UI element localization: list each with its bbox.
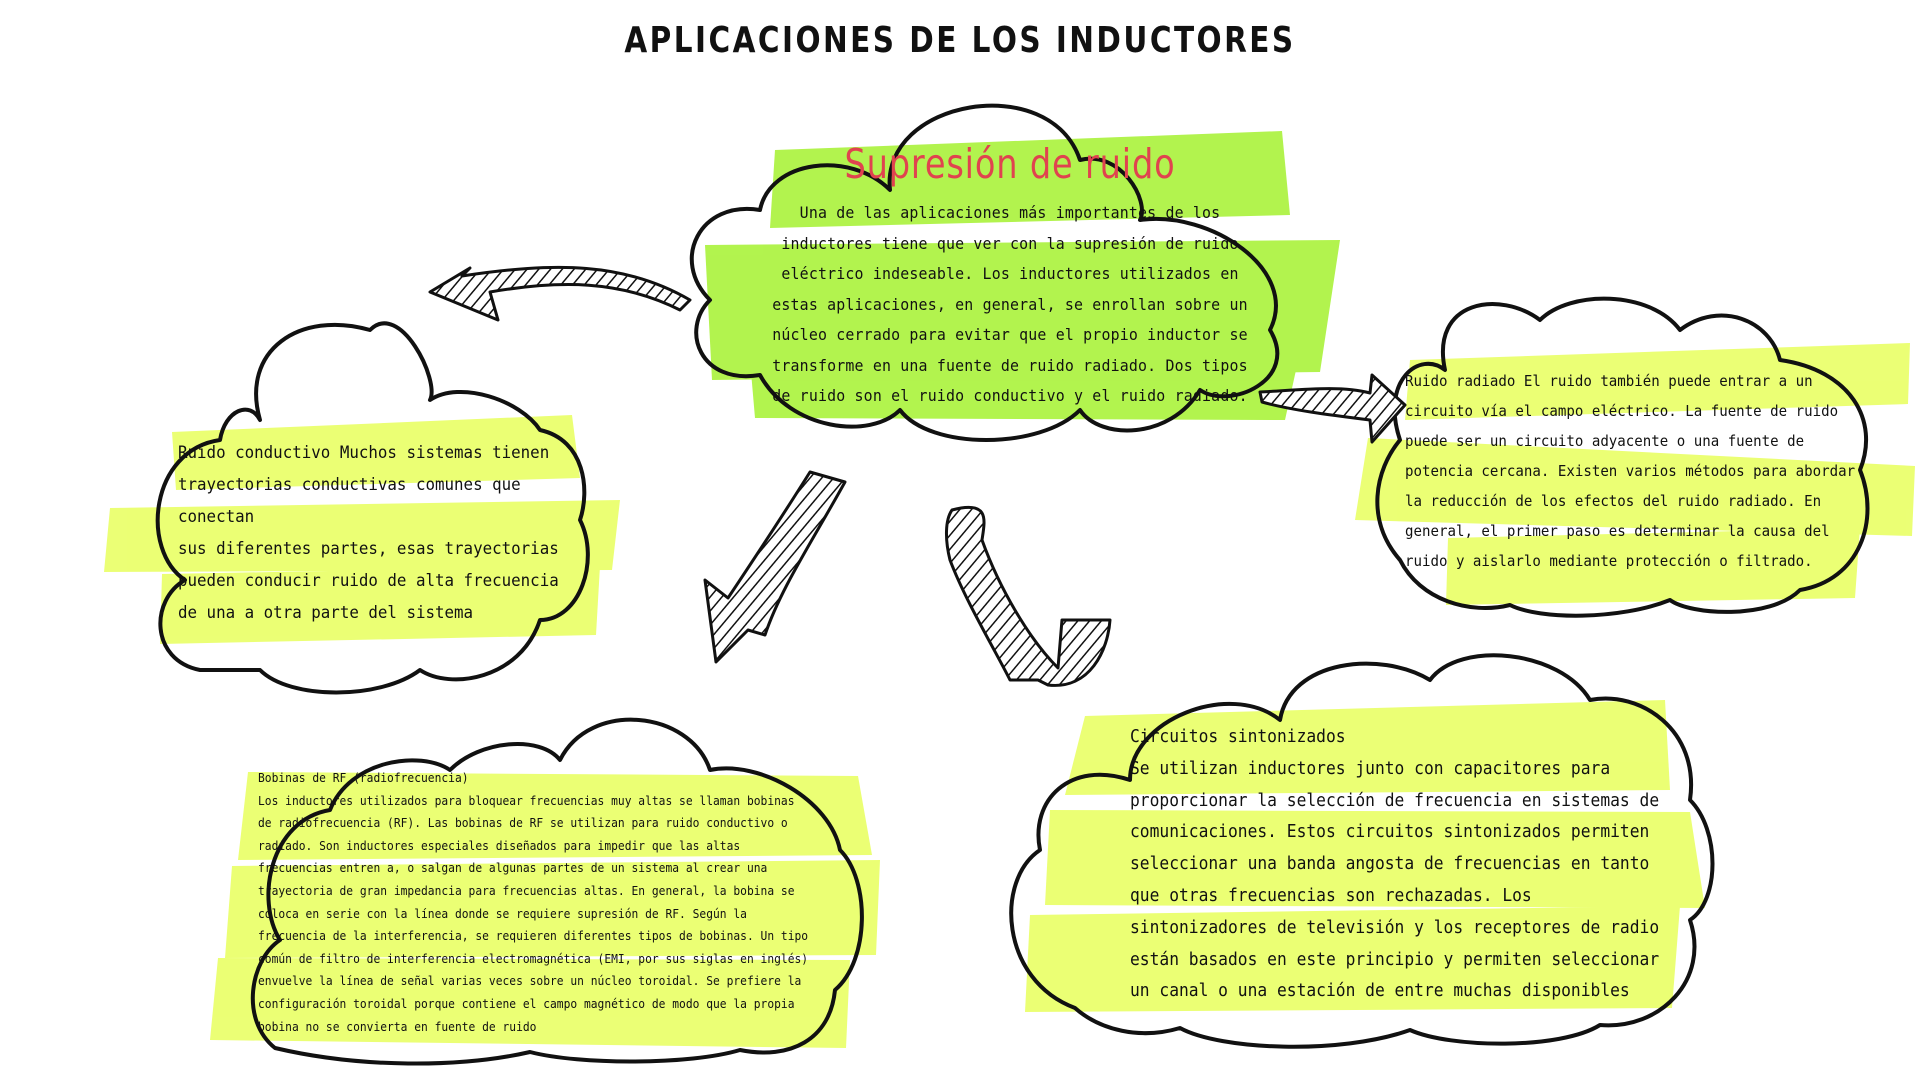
bottom-left-block-text — [258, 767, 813, 1038]
bottom-right-block-text — [1130, 722, 1660, 1008]
bottom-left-body: Los inductores utilizados para bloquear frecuencias muy altas se llaman bobinas de radiofrecuencia (RF). Las bobinas de RF se utilizan para ruido conductivo o radiado. Son inductores especiales diseñados para impedir que las altas frecuencias entren a, o salgan de algunas partes de un sistema al crear una trayectoria de gran impedancia para frecuencias altas. En general, la bobina se coloca en serie con la línea donde se requiere supresión de RF. Según la frecuencia de la interferencia, se requieren diferentes tipos de bobinas. Un tipo común de filtro de interferencia electromagnética (EMI, por sus siglas en inglés) envuelve la línea de señal varias veces sobre un núcleo toroidal. Se prefiere la configuración toroidal porque contiene el campo magnético de modo que la propia bobina no se convierta en fuente de ruido — [258, 793, 809, 1034]
arrow-to-left-cloud — [430, 267, 690, 320]
right-block-text: Ruido radiado El ruido también puede entrar a un circuito vía el campo eléctrico. La fuente de ruido puede ser un circuito adyacente o una fuente de potencia cercana. Existen varios métodos para abordar la reducción de los efectos del ruido radiado. En general, el primer paso es determinar la causa del ruido y aislarlo mediante protección o filtrado. — [1405, 372, 1856, 570]
left-block-text — [178, 437, 587, 629]
center-body-text: Una de las aplicaciones más importantes de los inductores tiene que ver con la supresión de ruido eléctrico indeseable. Los inductores utilizados en estas aplicaciones, en general, se enrollan sobre un núcleo cerrado para evitar que el propio inductor se transforme en una fuente de ruido radiado. Dos tipos de ruido son el ruido conductivo y el ruido radiado. — [772, 203, 1248, 405]
bottom-right-body: Se utilizan inductores junto con capacitores para proporcionar la selección de frecuencia en sistemas de comunicaciones. Estos circuitos sintonizados permiten seleccionar una banda angosta de frecuencias en tanto que otras frecuencias son rechazadas. Los sintonizadores de televisión y los receptores de radio están basados en este principio y permiten seleccionar un canal o una estación de entre muchas disponibles — [1130, 758, 1660, 1002]
left-text-line-2: sus diferentes partes, esas trayectorias pueden conducir ruido de alta frecuencia de una a otra parte del sistema — [178, 539, 559, 623]
page-title: APLICACIONES DE LOS INDUCTORES — [624, 20, 1296, 61]
bottom-left-heading: Bobinas de RF (radiofrecuencia) — [258, 771, 469, 785]
arrow-to-bottom-right-cloud — [946, 507, 1110, 685]
left-text-line-1: Ruido conductivo Muchos sistemas tienen trayectorias conductivas comunes que conectan — [178, 443, 550, 527]
bottom-right-heading: Circuitos sintonizados — [1130, 727, 1346, 747]
center-heading: Supresión de ruido — [844, 140, 1176, 188]
arrow-to-bottom-left-cloud — [705, 472, 845, 662]
